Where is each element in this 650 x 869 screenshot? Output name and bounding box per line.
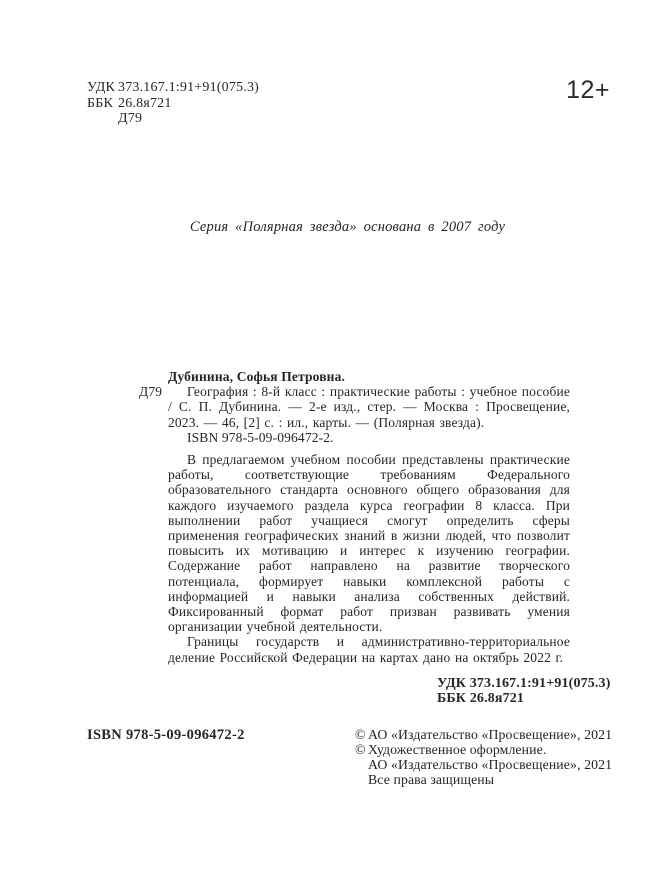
bottom-codes-block	[437, 675, 611, 707]
copyright-line	[355, 742, 612, 757]
top-codes-block	[87, 80, 259, 127]
bbk-label: ББК	[87, 95, 114, 111]
udk-line	[87, 80, 259, 96]
bbk-line	[87, 96, 259, 112]
udk-label: УДК	[87, 80, 115, 95]
author-code-spacer	[87, 111, 118, 127]
copyright-symbol	[355, 772, 368, 787]
copyright-text: АО «Издательство «Просвещение», 2021	[368, 757, 613, 772]
bibliographic-block	[139, 369, 611, 707]
bbk-value: 26.8я721	[118, 95, 172, 111]
udk-value: 373.167.1:91+91(075.3)	[118, 80, 260, 95]
annotation-paragraph-1: В предлагаемом учебном пособии представлены практические работы, соответствующие требованиям Федерального образовательного стандарта основного общего образования для каждого изучаемого раздела курса географии 8 класса. При выполнении работ учащиеся смогут определить сферы применения географических знаний в жизни людей, что позволит повысить их мотивацию и интерес к изучению географии. Содержание работ направлено на развитие творческого потенциала, формирует навыки комплексной работы с информацией и навыки анализа собственных действий. Фиксированный формат работ призван развивать умения организации учебной деятельности.	[168, 452, 570, 635]
age-rating-badge: 12+	[566, 76, 610, 104]
copyright-symbol: ©	[355, 742, 366, 757]
copyright-text: АО «Издательство «Просвещение», 2021	[368, 727, 613, 742]
copyright-text: Художественное оформление.	[368, 742, 547, 757]
record-description-paragraph	[139, 384, 570, 430]
copyright-line	[355, 727, 612, 742]
record-author: Дубинина, Софья Петровна.	[168, 369, 346, 384]
annotation-paragraph-2: Границы государств и административно-территориальное деление Российской Федерации на картах дано на октябрь 2022 г.	[168, 634, 570, 665]
copyright-block	[355, 727, 612, 787]
record-hanging-code: Д79	[139, 384, 163, 400]
copyright-symbol: ©	[355, 727, 366, 742]
record-isbn: ISBN 978-5-09-096472-2.	[187, 429, 334, 445]
footer-isbn: ISBN 978-5-09-096472-2	[87, 727, 245, 743]
author-code-line	[87, 111, 259, 127]
record-description: География : 8-й класс : практические работы : учебное пособие / С. П. Дубинина. — 2-е изд., стер. — Москва : Просвещение, 2023. — 46, [2] с. : ил., карты. — (Полярная звезда).	[168, 384, 570, 430]
bottom-bbk: ББК 26.8я721	[437, 691, 525, 707]
author-code-value: Д79	[118, 111, 143, 126]
copyright-line	[355, 757, 612, 772]
bottom-udk: УДК 373.167.1:91+91(075.3)	[437, 675, 611, 691]
copyright-symbol	[355, 757, 368, 772]
copyright-text: Все права защищены	[368, 772, 495, 787]
copyright-line	[355, 772, 612, 787]
annotation-block	[168, 452, 570, 665]
series-note: Серия «Полярная звезда» основана в 2007 году	[189, 219, 506, 235]
